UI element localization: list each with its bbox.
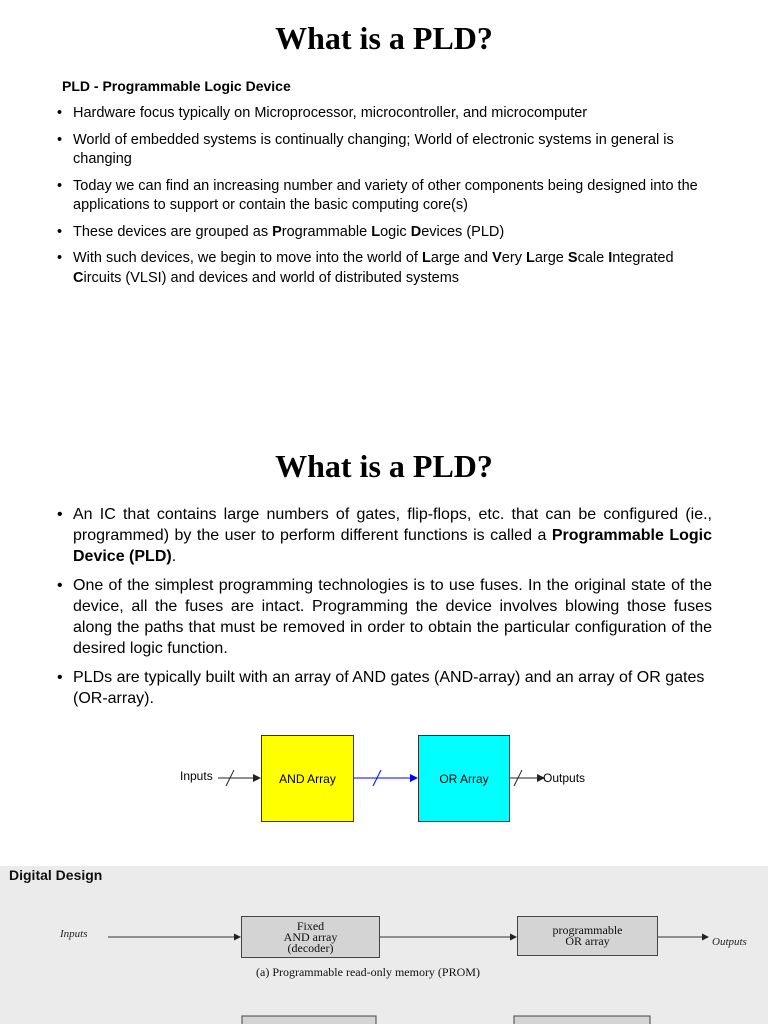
scan-outputs-label: Outputs	[712, 936, 747, 948]
scan-header: Digital Design	[9, 867, 103, 883]
bullet-item: • One of the simplest programming technologies is to use fuses. In the original state of the device, all the fuses are intact. Programming the device involves blowing those fuses along the paths that must be removed in order to obtain the particular configuration of the desired logic function.	[57, 575, 712, 659]
and-or-bus-slash	[373, 770, 381, 786]
bullet-item: • PLDs are typically built with an array of AND gates (AND-array) and an array of OR gates (OR-array).	[57, 667, 712, 709]
outputs-label: Outputs	[543, 771, 586, 785]
output-bus-slash	[514, 770, 522, 786]
bullet-item: • Hardware focus typically on Microprocessor, microcontroller, and microcomputer	[57, 104, 717, 124]
bullet-item: • An IC that contains large numbers of gates, flip-flops, etc. that can be configured (ie., programmed) by the user to perform different functions is called a Programmable Logic Device (PLD).	[57, 504, 712, 567]
slide-2-bullet-list	[57, 504, 712, 717]
and-array-block: AND Array	[261, 735, 354, 822]
slide-1-bullet-list	[57, 104, 717, 295]
slide-2-title: What is a PLD?	[275, 448, 493, 484]
scan-caption: (a) Programmable read-only memory (PROM)	[256, 965, 480, 979]
bullet-item: • Today we can find an increasing number and variety of other components being designed into the applications to support or contain the basic computing core(s)	[57, 177, 717, 216]
slide-1-subheading: PLD - Programmable Logic Device	[62, 78, 291, 94]
bullet-item: • These devices are grouped as Programmable Logic Devices (PLD)	[57, 223, 717, 243]
slide-1	[0, 0, 768, 420]
fixed-and-array-box: Fixed AND array (decoder)	[241, 916, 380, 958]
bullet-item: • With such devices, we begin to move into the world of Large and Very Large Scale Integrated Circuits (VLSI) and devices and world of distributed systems	[57, 249, 717, 288]
or-array-block: OR Array	[418, 735, 510, 822]
input-bus-slash	[226, 770, 234, 786]
slide-2	[0, 430, 768, 850]
inputs-label: Inputs	[180, 769, 213, 783]
scanned-textbook-figure	[0, 866, 768, 1024]
bullet-item: • World of embedded systems is continually changing; World of electronic systems in general is changing	[57, 131, 717, 170]
scan-inputs-label: Inputs	[60, 928, 88, 940]
slide-1-title: What is a PLD?	[275, 20, 493, 56]
programmable-or-array-box: programmable OR array	[517, 916, 658, 956]
